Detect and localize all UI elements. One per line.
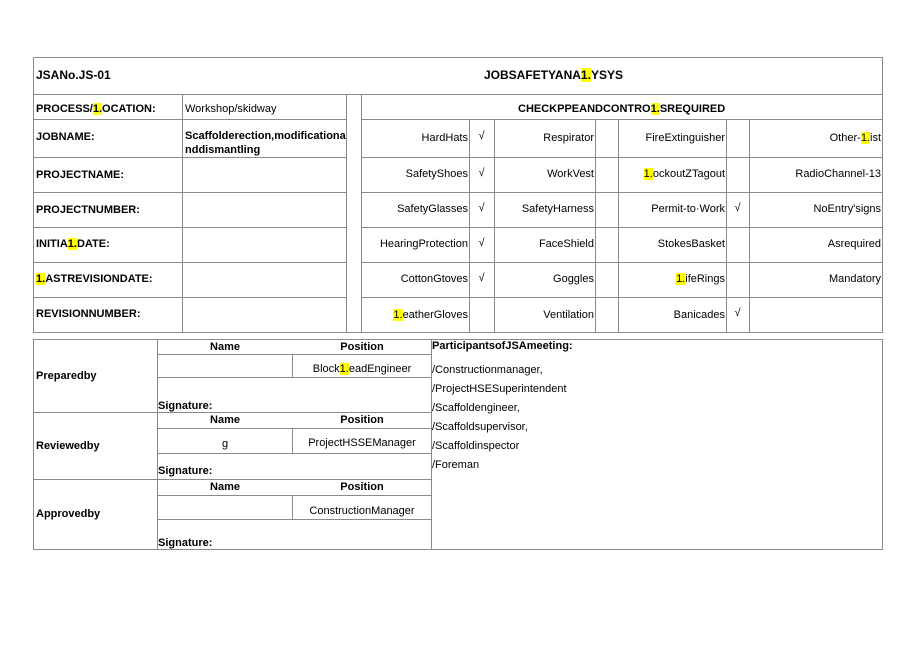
row-line <box>33 262 346 263</box>
ppe-item-label: 1.eatherGloves <box>393 308 468 321</box>
ppe-item-label: StokesBasket <box>657 238 725 250</box>
section-line <box>33 412 431 413</box>
reviewed-by-signature: Signature: <box>158 465 213 477</box>
reviewed-by-name: g <box>221 438 229 450</box>
ppe-item-label: 1.ockoutZTagout <box>643 168 725 180</box>
section-line <box>33 479 431 480</box>
row-line <box>157 354 431 355</box>
value-process-location: Workshop/skidway <box>185 103 277 115</box>
row-line <box>33 297 346 298</box>
participant-item: /Scaffoldsupervisor, <box>432 421 528 433</box>
label-project-number: PROJECTNUMBER: <box>36 204 140 216</box>
participants-title: ParticipantsofJSAmeeting: <box>432 340 573 352</box>
ppe-item-label: FaceShield <box>538 238 594 250</box>
check-mark: √ <box>734 201 741 214</box>
ppe-item-label: Permit-to·Work <box>651 203 725 215</box>
header-divider <box>33 94 883 95</box>
approved-by-position: ConstructionManager <box>309 505 415 517</box>
jsa-number: JSANo.JS-01 <box>36 68 111 82</box>
col-line <box>595 119 596 333</box>
ppe-item-label: HearingProtection <box>379 238 468 250</box>
col-line <box>618 119 619 333</box>
label-revision-number: REVISIONNUMBER: <box>36 308 141 320</box>
value-job-name-line2: nddismantling <box>185 144 261 156</box>
row-line <box>361 157 883 158</box>
check-mark: √ <box>478 201 485 214</box>
participant-item: /Scaffoldinspector <box>432 440 520 452</box>
ppe-item-label: Goggles <box>553 273 594 285</box>
checklist-title-line <box>361 119 883 120</box>
check-mark: √ <box>478 130 485 142</box>
ppe-item-label: SafetyShoes <box>405 168 468 180</box>
check-mark: √ <box>478 166 485 179</box>
checklist-title: CHECKPPEANDCONTRO1.SREQUIRED <box>518 103 726 115</box>
col-line <box>469 119 470 333</box>
check-mark: √ <box>478 271 485 284</box>
prepared-by-position: Block1.eadEngineer <box>312 363 412 375</box>
position-header: Position <box>340 341 384 353</box>
ppe-item-label: SafetyHarness <box>521 203 594 215</box>
position-header: Position <box>340 481 384 493</box>
label-job-name: JOBNAME: <box>36 131 95 143</box>
participant-item: /Constructionmanager, <box>432 364 543 376</box>
approved-by-label: Approvedby <box>36 508 101 520</box>
row-line <box>33 157 346 158</box>
row-line <box>361 192 883 193</box>
value-job-name-line1: Scaffolderection,modificationa <box>185 130 346 142</box>
row-line <box>361 227 883 228</box>
participant-item: /Scaffoldengineer, <box>432 402 520 414</box>
label-last-revision-date: 1.ASTREVISIONDATE: <box>36 273 153 285</box>
check-mark: √ <box>734 307 741 319</box>
participant-item: /ProjectHSESuperintendent <box>432 383 567 395</box>
ppe-item-label: FireExtinguisher <box>645 131 725 144</box>
left-table-right-edge <box>346 94 347 333</box>
approved-by-signature: Signature: <box>158 537 213 549</box>
reviewed-by-position: ProjectHSSEManager <box>308 437 416 449</box>
ppe-item-label: 1.ifeRings <box>676 273 725 285</box>
col-line <box>749 119 750 333</box>
ppe-item-label: HardHats <box>421 131 468 144</box>
participant-item: /Foreman <box>432 459 480 471</box>
ppe-item-label: Respirator <box>543 131 594 144</box>
label-project-name: PROJECTNAME: <box>36 169 125 181</box>
check-mark: √ <box>478 236 485 249</box>
position-header: Position <box>340 414 384 426</box>
ppe-item-label: Asrequired <box>827 238 881 250</box>
reviewed-by-label: Reviewedby <box>36 440 100 452</box>
row-line <box>157 519 431 520</box>
row-line <box>157 428 431 429</box>
col-line <box>494 119 495 333</box>
prepared-by-label: Preparedby <box>36 370 97 382</box>
row-line <box>33 192 346 193</box>
prepared-by-signature: Signature: <box>158 400 213 412</box>
name-header: Name <box>210 481 240 493</box>
row-line <box>157 495 431 496</box>
row-line <box>361 262 883 263</box>
document-title: JOBSAFETYANA1.YSYS <box>484 68 623 82</box>
name-header: Name <box>210 341 240 353</box>
row-line <box>157 377 431 378</box>
row-line <box>361 297 883 298</box>
ppe-item-label: SafetyGlasses <box>397 203 468 215</box>
ppe-item-label: CottonGtoves <box>400 273 468 285</box>
row-line <box>157 453 431 454</box>
name-header: Name <box>210 414 240 426</box>
ppe-item-label: WorkVest <box>547 168 594 180</box>
ppe-item-label: Banicades <box>673 308 725 321</box>
ppe-item-label: Ventilation <box>543 308 594 321</box>
ppe-item-label: RadioChannel-13 <box>795 168 881 180</box>
row-line <box>33 119 346 120</box>
label-process-location: PROCESS/1.OCATION: <box>36 103 156 115</box>
label-initial-date: INITIA1.DATE: <box>36 238 110 250</box>
col-line <box>726 119 727 333</box>
ppe-item-label: Other-1.ist <box>829 131 881 144</box>
ppe-item-label: Mandatory <box>829 273 881 285</box>
jsa-form <box>33 57 883 333</box>
ppe-item-label: NoEntry'signs <box>813 203 881 215</box>
row-line <box>33 227 346 228</box>
